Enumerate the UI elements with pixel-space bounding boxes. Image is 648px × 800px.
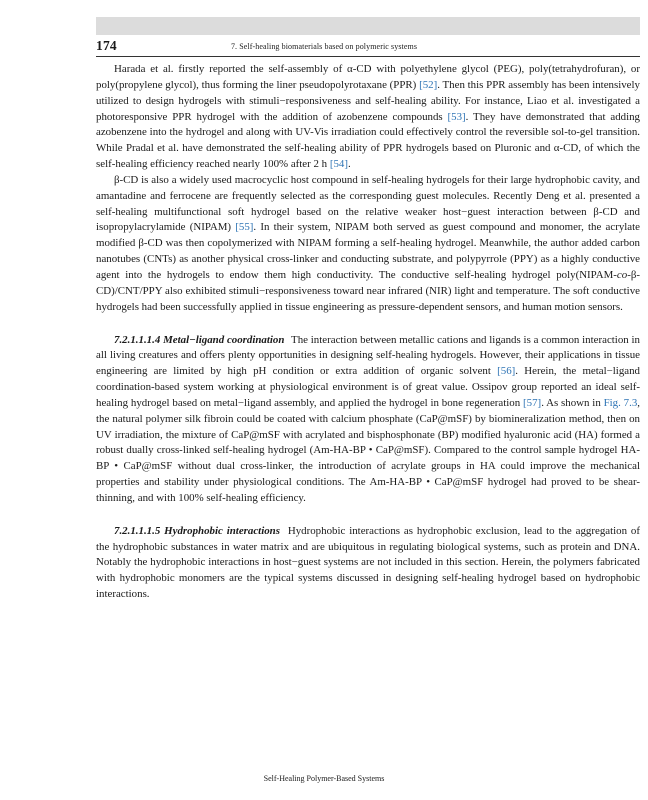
footer-book-title: Self-Healing Polymer-Based Systems [263,774,385,783]
body-text [96,62,640,603]
citation-link[interactable]: [57] [523,396,542,409]
paragraph-beta-cd: β-CD is also a widely used macrocyclic host compound in self-healing hydrogels for their large hydrophobic cavity, and amantadine and ferrocene are frequently selected as the corresponding guest molecules. Recently Deng et al. presented a self-healing multifunctional soft hydrogel based on the relative weaker host−guest interaction between β-CD and isopropylacrylamide (NIPAM) [55]. In their system, NIPAM both served as guest compound and monomer, the acrylate modified β-CD was then copolymerized with NIPAM forming a self-healing hydrogel. Meanwhile, the author added carbon nanotubes (CNTs) as another physical cross-linker and conducting substrate, and polypyrrole (PPY) as a highly conductive agent into the hydrogels to endow them high conductivity. The conductive self-healing hydrogel poly(NIPAM-co-β-CD)/CNT/PPY also exhibited stimuli−responsiveness toward near infrared (NIR) light and temperature. The soft conductive hydrogels had been successfully applied in tissue engineering as pressure-dependent sensors, and human motion sensors. [96,173,640,313]
section-heading: 7.2.1.1.1.4 Metal−ligand coordination [114,333,285,346]
header-rule [96,56,640,57]
figure-link[interactable]: Fig. 7.3 [603,396,638,409]
paragraph-pseudopolyrotaxane: Harada et al. firstly reported the self-assembly of α-CD with polyethylene glycol (PEG), poly(tetrahydrofuran), or poly(propylene glycol), thus forming the liner pseudopolyrotaxane (PPR) [52]. Then this PPR assembly has been intensively utilized to design hydrogels with stimuli−responsiveness and self-healing ability. For instance, Liao et al. investigated a photoresponsive PPR hydrogel with the addition of azobenzene compounds [53]. They have demonstrated that adding azobenzene into the hydrogel and along with UV-Vis irradiation could effectively control the reversible sol-to-gel transition. While Pradal et al. have demonstrated the self-healing ability of PPR hydrogels based on Pluronic and α-CD, of which the self-healing efficiency reached nearly 100% after 2 h [54]. [96,63,640,171]
header-bar [96,17,640,35]
page-number: 174 [96,38,117,53]
citation-link[interactable]: [56] [497,365,516,378]
running-head: 7. Self-healing biomaterials based on polymeric systems [230,42,418,51]
citation-link[interactable]: [54] [329,158,348,171]
citation-link[interactable]: [53] [447,110,466,123]
section-heading: 7.2.1.1.1.5 Hydrophobic interactions [114,524,280,537]
paragraph-hydrophobic: 7.2.1.1.1.5 Hydrophobic interactions Hydrophobic interactions as hydrophobic exclusion, lead to the aggregation of the hydrophobic substances in water matrix and are ubiquitous in regulating biological systems, such as protein and DNA. Notably the hydrophobic interactions in host−guest systems are not included in this section. Herein, the polymers fabricated with hydrophobic monomers are the typical systems discussed in designing self-healing hydrogel based on hydrophobic interactions. [96,524,640,601]
paragraph-metal-ligand: 7.2.1.1.1.4 Metal−ligand coordination The interaction between metallic cations and ligands is a common interaction in all living creatures and offers plenty opportunities in designing self-healing hydrogels. However, their applications in tissue engineering are limited by high pH condition or extra addition of organic solvent [56]. Herein, the metal−ligand coordination-based system working at physiological environment is of great value. Ossipov group reported an ideal self-healing hydrogel based on metal−ligand assembly, and applied the hydrogel in bone regeneration [57]. As shown in Fig. 7.3, the natural polymer silk fibroin could be coated with calcium phosphate (CaP@mSF) by biomineralization method, then on UV irradiation, the mixture of CaP@mSF with acrylated and bisphosphonate (BP) modified hyaluronic acid (HA) formed a robust dually cross-linked self-healing hydrogel (Am-HA-BP • CaP@mSF). Compared to the control sample hydrogel HA-BP • CaP@mSF without dual cross-linker, the introduction of acrylate groups in HA could improve the mechanical properties and stability under physiological conditions. The Am-HA-BP • CaP@mSF hydrogel had proved to be shear-thinning, and with 100% self-healing efficiency. [96,333,641,504]
citation-link[interactable]: [52] [419,78,438,91]
citation-link[interactable]: [55] [235,221,254,234]
